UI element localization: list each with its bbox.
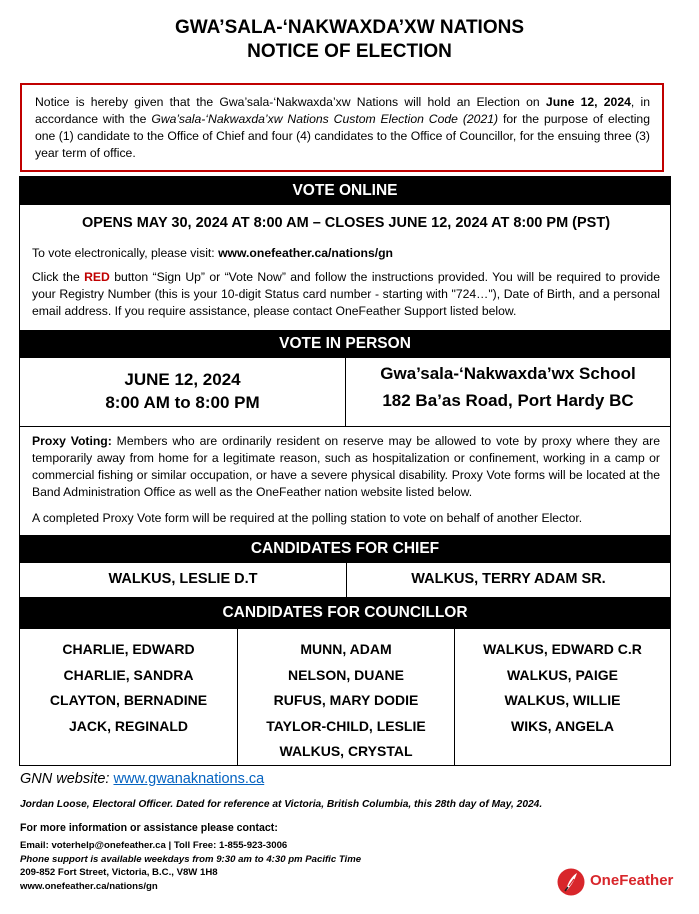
gnn-website-line: [20, 771, 264, 787]
onefeather-wordmark: [590, 872, 673, 889]
notice-election-date: June 12, 2024: [545, 95, 631, 109]
notice-text-1: Notice is hereby given that the Gwa’sala-‘Nakwaxda’xw Nations will hold an Election on: [35, 95, 546, 109]
notice-box: [20, 83, 664, 172]
in-person-location: [346, 360, 670, 414]
councillor-candidate: WIKS, ANGELA: [511, 717, 614, 734]
councillor-candidate: CHARLIE, SANDRA: [63, 666, 194, 683]
location-address: 182 Ba’as Road, Port Hardy BC: [382, 391, 634, 410]
vote-online-visit: [32, 245, 660, 262]
contact-url: www.onefeather.ca/nations/gn: [20, 880, 158, 892]
title-line-1: GWA’SALA-‘NAKWAXDA’XW NATIONS: [174, 17, 525, 38]
onefeather-feather-icon: [556, 867, 586, 897]
contact-address: 209-852 Fort Street, Victoria, B.C., V8W 1H8: [20, 867, 218, 878]
title-line-2: NOTICE OF ELECTION: [247, 41, 452, 62]
electoral-officer-note: Jordan Loose, Electoral Officer. Dated for reference at Victoria, British Columbia, this 28th day of May, 2024.: [20, 799, 543, 810]
vote-online-instructions: [32, 269, 660, 320]
gnn-website-label: GNN website:: [20, 771, 114, 787]
contact-email-phone: Email: voterhelp@onefeather.ca | Toll Free: 1-855-923-3006: [20, 840, 288, 851]
visit-url: www.onefeather.ca/nations/gn: [218, 246, 394, 260]
proxy-voting-text: [32, 433, 660, 501]
vote-in-person-heading: VOTE IN PERSON: [20, 330, 670, 358]
contact-details: [20, 839, 361, 893]
chief-heading: CANDIDATES FOR CHIEF: [20, 535, 670, 563]
contact-heading: For more information or assistance please contact:: [20, 822, 278, 834]
councillor-candidate: MUNN, ADAM: [300, 641, 392, 657]
councillor-candidate: RUFUS, MARY DODIE: [273, 692, 419, 708]
proxy-form-note: A completed Proxy Vote form will be required at the polling station to vote on behalf of another Elector.: [32, 511, 583, 525]
election-details-table: [19, 176, 671, 766]
councillor-column-3: [455, 637, 670, 739]
logo-text-feather: Feather: [619, 872, 674, 889]
councillor-heading: CANDIDATES FOR COUNCILLOR: [20, 597, 670, 629]
contact-phone-hours: Phone support is available weekdays from 9:30 am to 4:30 pm Pacific Time: [20, 853, 362, 865]
councillor-candidate: NELSON, DUANE: [288, 666, 404, 683]
in-person-time: 8:00 AM to 8:00 PM: [105, 393, 260, 412]
councillor-candidate: WALKUS, EDWARD C.R: [483, 641, 642, 657]
chief-candidate-2: WALKUS, TERRY ADAM SR.: [411, 571, 606, 587]
notice-text-2: , in accordance with the: [35, 95, 650, 126]
notice-text-3: for the purpose of electing one (1) candidate to the Office of Chief and four (4) candidates to the Office of Councillor, for the ensuing three (3) year term of office.: [35, 112, 650, 160]
vote-online-heading: VOTE ONLINE: [20, 177, 670, 205]
vote-online-dates: OPENS MAY 30, 2024 AT 8:00 AM – CLOSES JUNE 12, 2024 AT 8:00 PM (PST): [81, 215, 611, 231]
instr-part-a: Click the: [32, 270, 85, 284]
onefeather-logo: [556, 866, 686, 898]
logo-text-one: One: [590, 872, 620, 889]
page-title: [0, 16, 699, 64]
in-person-date-time: [20, 368, 345, 414]
instr-red-word: RED: [84, 270, 110, 284]
location-name: Gwa’sala-‘Nakwaxda’wx School: [380, 364, 636, 383]
in-person-date: JUNE 12, 2024: [124, 370, 241, 389]
councillor-column-2: [238, 637, 454, 765]
instr-part-b: button “Sign Up” or “Vote Now” and follow the instructions provided. You will be required to provide your Registry Number (this is your 10-digit Status card number - starting with "724…"), Date of Birth, and a personal email address. If you require assistance, please contact OneFeather Support listed below.: [32, 270, 660, 318]
councillor-candidate: CLAYTON, BERNADINE: [49, 692, 208, 708]
councillor-column-1: [20, 637, 237, 739]
proxy-body: Members who are ordinarily resident on reserve may be allowed to vote by proxy where they are temporarily away from home for a legitimate reason, such as hospitalization or confinement, working in a camp or commercial fishing or similar occupation, or have a severe physical disability. Proxy Vote forms will be located at the Band Administration Office as well as the OneFeather nation website listed below.: [32, 434, 660, 499]
chief-candidate-1: WALKUS, LESLIE D.T: [108, 571, 258, 587]
visit-prefix: To vote electronically, please visit:: [32, 246, 219, 260]
councillor-candidate: WALKUS, WILLIE: [504, 692, 621, 708]
councillor-candidate: WALKUS, PAIGE: [507, 666, 618, 683]
in-person-separator: [20, 426, 670, 427]
proxy-label: Proxy Voting:: [32, 434, 112, 448]
councillor-candidate: WALKUS, CRYSTAL: [279, 743, 413, 759]
gnn-website-link[interactable]: www.gwanaknations.ca: [113, 771, 265, 787]
councillor-candidate: CHARLIE, EDWARD: [62, 641, 195, 657]
notice-election-code: Gwa’sala-‘Nakwaxda’xw Nations Custom Election Code (2021): [151, 112, 499, 126]
councillor-candidate: JACK, REGINALD: [68, 717, 188, 734]
councillor-candidate: TAYLOR-CHILD, LESLIE: [266, 717, 426, 734]
